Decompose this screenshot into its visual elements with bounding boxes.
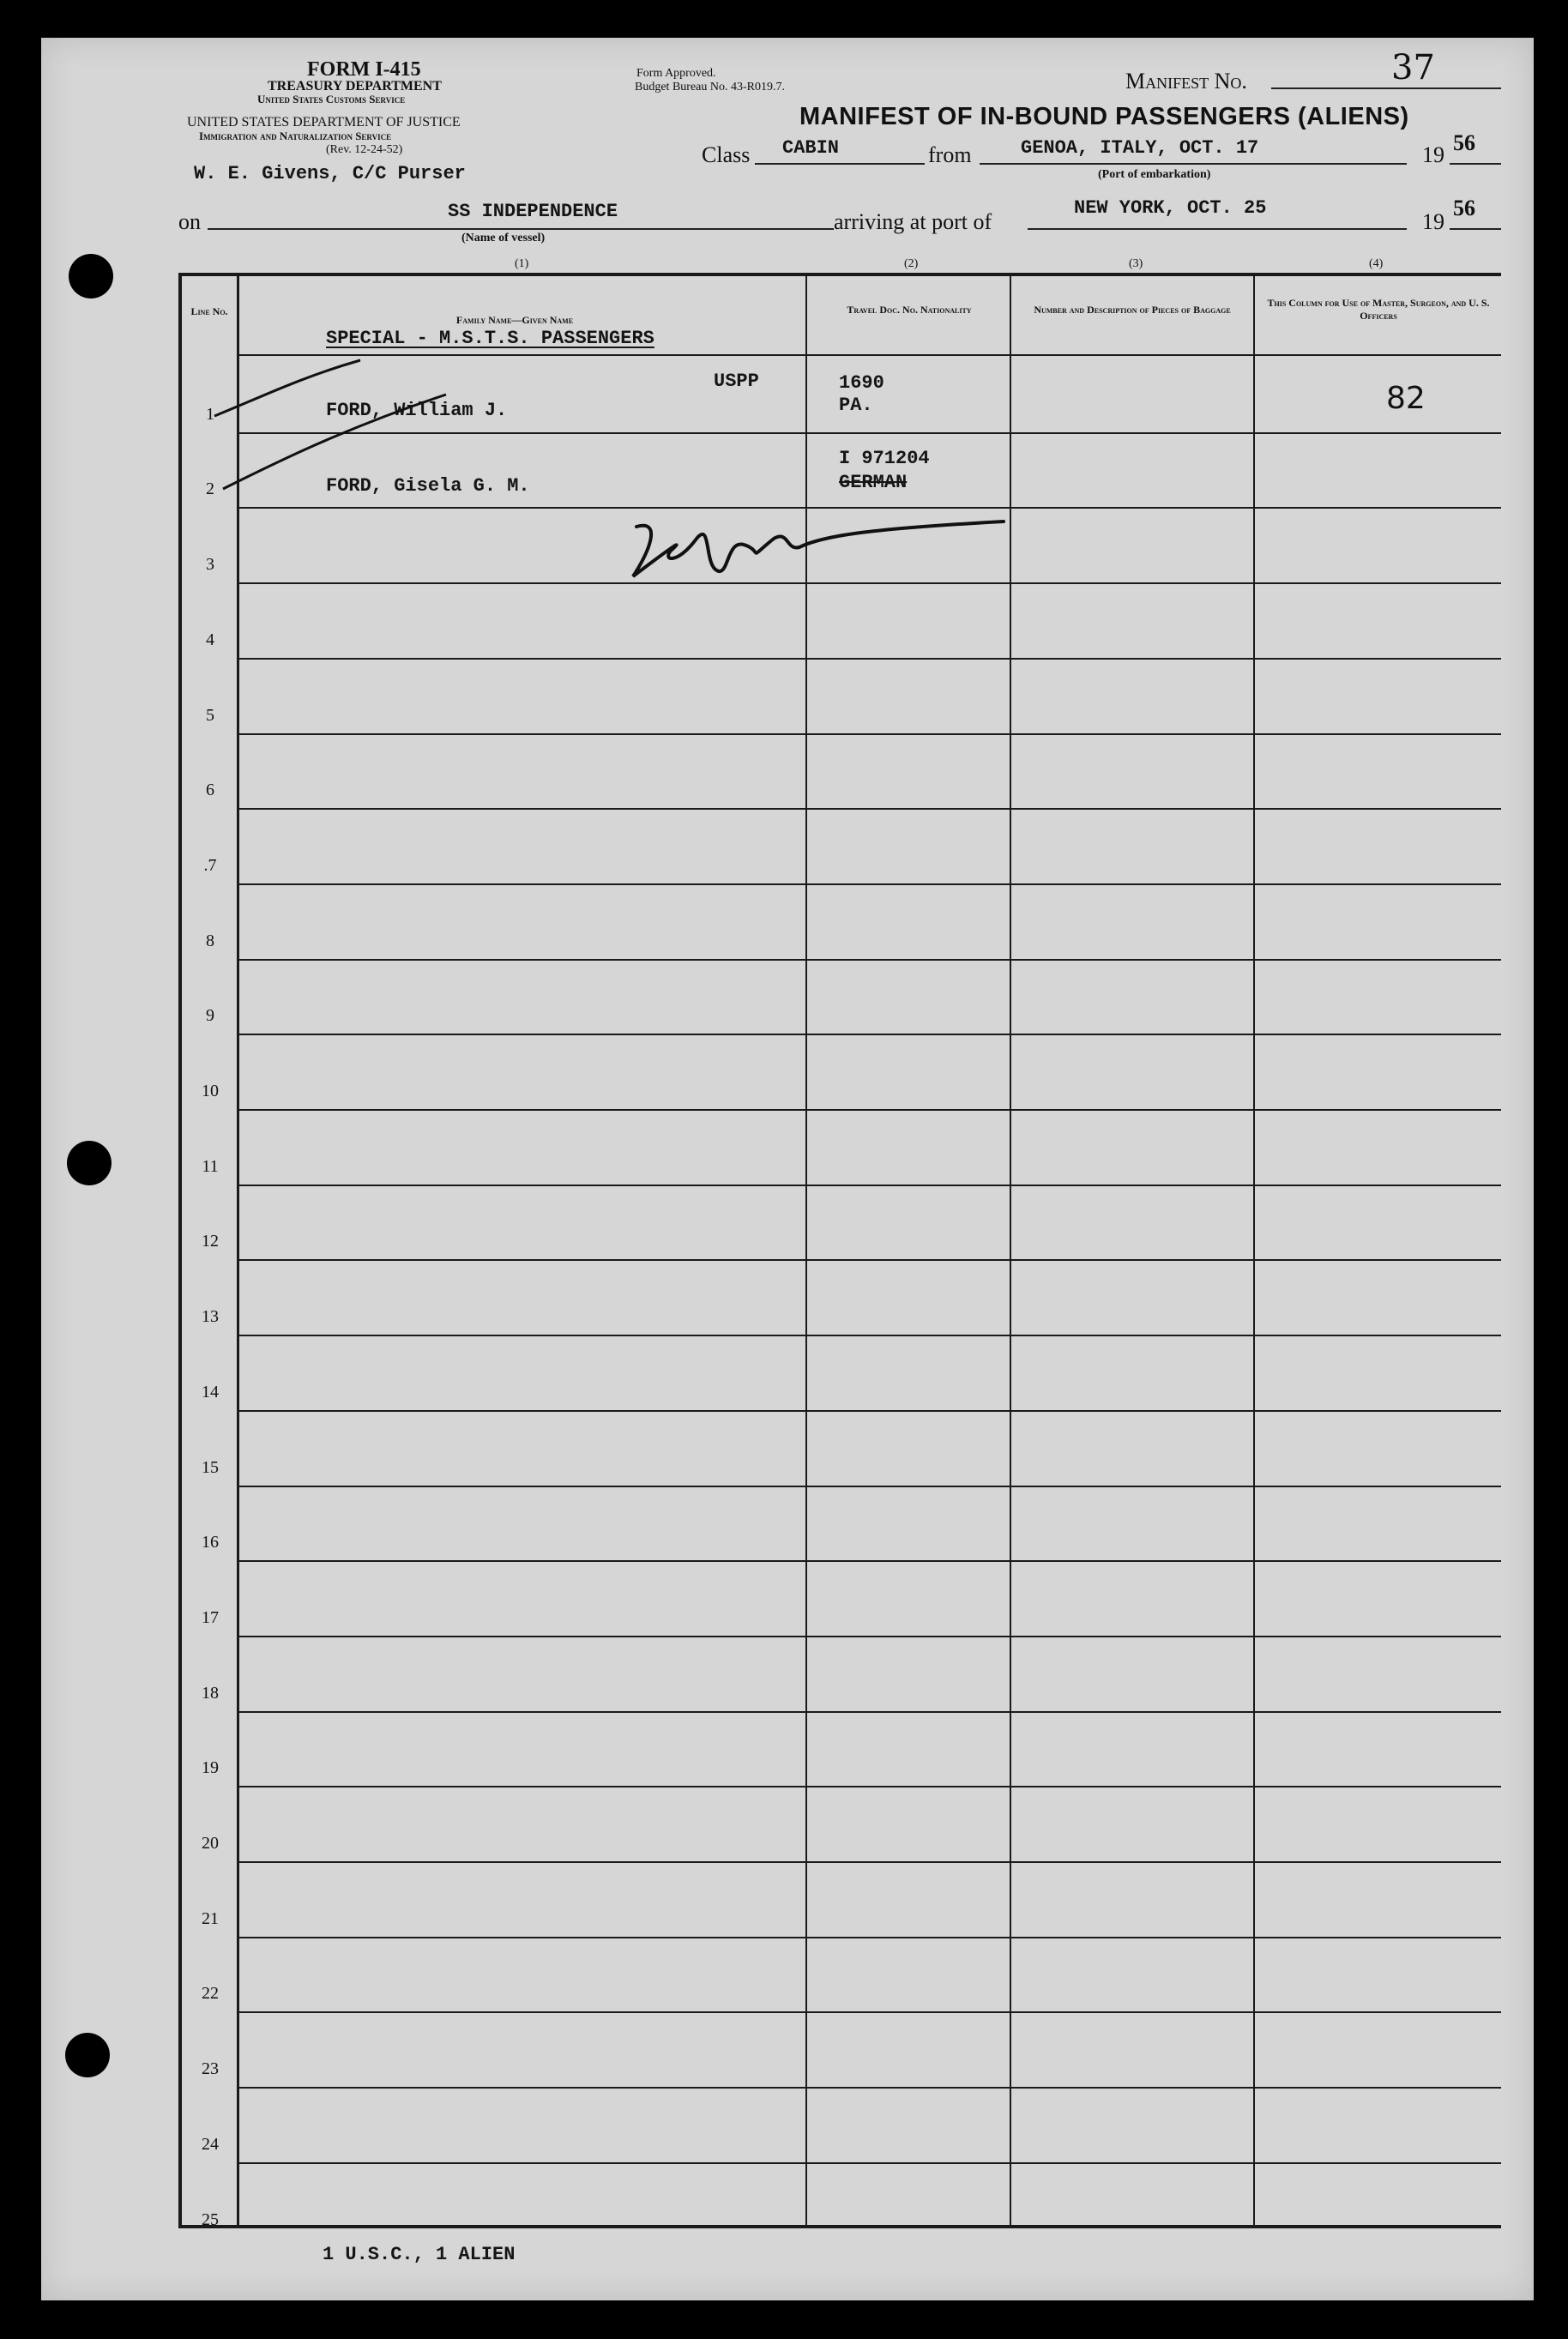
column-heading-travel-doc: Travel Doc. No. Nationality (847, 304, 972, 316)
row-divider (239, 1259, 1501, 1261)
manifest-no-value: 37 (1391, 48, 1435, 87)
class-value: CABIN (782, 137, 840, 159)
from-underline (980, 163, 1407, 165)
line-number: 20 (202, 1834, 219, 1853)
row-divider (239, 1711, 1501, 1713)
column-heading-officers: This Column for Use of Master, Surgeon, and U. S. Officers (1267, 297, 1490, 322)
entry-2-name: FORD, Gisela G. M. (326, 475, 530, 497)
row-divider (239, 959, 1501, 961)
line-number: 12 (202, 1232, 219, 1251)
row-divider (239, 1636, 1501, 1637)
arriving-label: arriving at port of (834, 209, 992, 234)
arrival-underline (1028, 228, 1407, 230)
line-number: 15 (202, 1458, 219, 1477)
year-prefix-2: 19 (1422, 209, 1444, 234)
table-top-border (178, 273, 1501, 276)
ins-service: Immigration and Naturalization Service (199, 130, 392, 142)
entry-1-name: FORD, William J. (326, 400, 508, 421)
line-number: 9 (206, 1006, 214, 1025)
form-number: FORM I-415 (307, 58, 421, 81)
year-suffix-2: 56 (1453, 196, 1475, 220)
line-number: 19 (202, 1758, 219, 1777)
line-number: 22 (202, 1984, 219, 2003)
line-number: 4 (206, 630, 214, 649)
row-divider (239, 1861, 1501, 1863)
punch-hole-top (69, 254, 113, 298)
class-label: Class (702, 142, 751, 167)
row-divider (239, 1109, 1501, 1111)
manifest-title: MANIFEST OF IN-BOUND PASSENGERS (ALIENS) (799, 103, 1409, 130)
department-of-justice: UNITED STATES DEPARTMENT OF JUSTICE (187, 115, 461, 130)
line-number: 2 (206, 479, 214, 498)
line-number: 18 (202, 1684, 219, 1703)
line-number: 8 (206, 931, 214, 950)
column-heading-line-no: Line No. (190, 305, 228, 317)
entry-1-officer-note: 82 (1386, 381, 1426, 416)
row-divider (239, 2162, 1501, 2164)
row-divider (239, 2011, 1501, 2013)
manifest-no-underline (1271, 87, 1501, 89)
column-divider-officers (1253, 276, 1255, 2225)
row-divider (239, 1335, 1501, 1336)
column-number-4: (4) (1369, 257, 1384, 270)
year-prefix-1: 19 (1422, 142, 1444, 167)
line-number: 21 (202, 1909, 219, 1928)
footer-summary: 1 U.S.C., 1 ALIEN (323, 2244, 516, 2265)
row-divider (239, 1937, 1501, 1938)
year-underline-1 (1450, 163, 1501, 165)
line-number: .7 (203, 856, 217, 875)
entry-1-doc: 1690 (839, 372, 884, 394)
treasury-department: TREASURY DEPARTMENT (268, 79, 442, 93)
vessel-caption: (Name of vessel) (461, 232, 546, 244)
line-number: 5 (206, 706, 214, 725)
section-heading: SPECIAL - M.S.T.S. PASSENGERS (326, 328, 654, 349)
port-embarkation-caption: (Port of embarkation) (1098, 168, 1211, 181)
form-approved: Form Approved. (636, 67, 716, 80)
arrival-value: NEW YORK, OCT. 25 (1074, 197, 1267, 219)
line-number: 3 (206, 555, 214, 574)
row-divider (239, 1410, 1501, 1412)
budget-bureau: Budget Bureau No. 43-R019.7. (635, 81, 785, 93)
line-number: 16 (202, 1533, 219, 1552)
vessel-value: SS INDEPENDENCE (448, 201, 618, 222)
line-number: 10 (202, 1082, 219, 1100)
from-value: GENOA, ITALY, OCT. 17 (1021, 137, 1259, 159)
line-number: 13 (202, 1307, 219, 1326)
line-number: 6 (206, 781, 214, 799)
table-bottom-border (178, 2225, 1501, 2228)
row-divider (239, 1486, 1501, 1487)
customs-service: United States Customs Service (257, 93, 406, 105)
year-suffix-1: 56 (1453, 130, 1475, 155)
column-number-1: (1) (515, 257, 529, 270)
column-heading-baggage: Number and Description of Pieces of Baggage (1034, 304, 1231, 316)
punch-hole-bottom (65, 2033, 110, 2077)
row-divider (239, 2087, 1501, 2089)
from-label: from (928, 142, 972, 167)
row-divider (239, 1034, 1501, 1035)
row-divider (239, 1185, 1501, 1186)
row-divider (239, 733, 1501, 735)
row-divider (239, 1786, 1501, 1787)
column-number-2: (2) (904, 257, 919, 270)
row-divider (239, 883, 1501, 885)
line-number: 14 (202, 1383, 219, 1402)
entry-2-nationality: GERMAN (839, 472, 908, 493)
entry-2-doc: I 971204 (839, 448, 930, 469)
manifest-no-label: Manifest No. (1125, 69, 1247, 93)
revision-date: (Rev. 12-24-52) (326, 143, 403, 156)
line-number: 1 (206, 405, 214, 424)
row-divider (239, 808, 1501, 810)
check-marks (206, 352, 480, 497)
row-divider (239, 1560, 1501, 1562)
row-divider (239, 658, 1501, 660)
column-heading-name: Family Name—Given Name (455, 314, 574, 326)
year-underline-2 (1450, 228, 1501, 230)
vessel-underline (208, 228, 834, 230)
line-number: 23 (202, 2059, 219, 2078)
entry-1-nationality: PA. (839, 395, 873, 416)
line-number: 25 (202, 2210, 219, 2229)
class-underline (755, 163, 925, 165)
column-number-3: (3) (1129, 257, 1143, 270)
punch-hole-middle (67, 1141, 112, 1185)
purser-name: W. E. Givens, C/C Purser (194, 163, 466, 184)
line-number: 11 (202, 1157, 219, 1176)
signature (618, 504, 1012, 590)
line-number: 24 (202, 2135, 219, 2154)
on-label: on (178, 209, 201, 234)
line-number: 17 (202, 1608, 219, 1627)
entry-1-status: USPP (714, 371, 759, 392)
